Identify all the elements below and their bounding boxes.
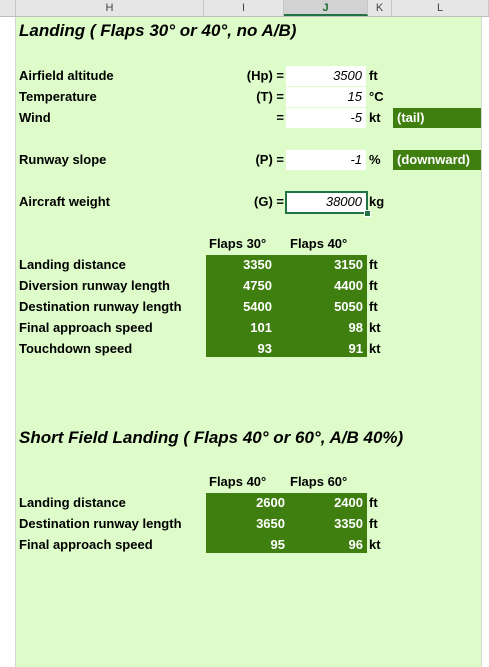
- result-value: 101: [250, 320, 272, 335]
- result-label: Final approach speed: [19, 537, 153, 552]
- input-value-weight[interactable]: 38000: [325, 194, 362, 209]
- result-value: 3350: [243, 257, 272, 272]
- wind-direction-badge: (tail): [393, 108, 481, 128]
- column-header-i[interactable]: I: [204, 0, 284, 16]
- input-param: (P) =: [255, 152, 284, 167]
- input-value-altitude[interactable]: 3500: [333, 68, 362, 83]
- slope-direction-badge: (downward): [393, 150, 481, 170]
- gridline: [15, 17, 16, 667]
- input-value-slope[interactable]: -1: [350, 152, 362, 167]
- input-unit: °C: [369, 89, 384, 104]
- result-unit: kt: [369, 341, 381, 356]
- result-value: 96: [348, 537, 363, 552]
- section-title-landing: Landing ( Flaps 30° or 40°, no A/B): [19, 21, 297, 40]
- result-unit: ft: [369, 278, 378, 293]
- result-value: 4750: [243, 278, 272, 293]
- result-label: Landing distance: [19, 495, 126, 510]
- column-header-h[interactable]: H: [16, 0, 204, 16]
- result-label: Diversion runway length: [19, 278, 170, 293]
- input-label: Aircraft weight: [19, 194, 111, 209]
- result-value: 95: [270, 537, 285, 552]
- result-value: 2600: [256, 495, 285, 510]
- result-value: 3650: [256, 516, 285, 531]
- input-param: =: [276, 110, 284, 125]
- result-unit: ft: [369, 516, 378, 531]
- column-header-bar: [0, 0, 489, 17]
- result-value: 5050: [334, 299, 363, 314]
- result-value: 3350: [334, 516, 363, 531]
- result-unit: ft: [369, 299, 378, 314]
- result-unit: kt: [369, 537, 381, 552]
- input-param: (Hp) =: [246, 68, 284, 83]
- input-unit: %: [369, 152, 381, 167]
- result-value: 5400: [243, 299, 272, 314]
- column-label-flaps40: Flaps 40°: [209, 474, 267, 489]
- result-value: 3150: [334, 257, 363, 272]
- input-value-temperature[interactable]: 15: [347, 89, 362, 104]
- result-value: 93: [257, 341, 272, 356]
- input-param: (G) =: [254, 194, 284, 209]
- select-all-corner[interactable]: [0, 0, 16, 16]
- input-param: (T) =: [256, 89, 284, 104]
- result-unit: ft: [369, 495, 378, 510]
- result-label: Touchdown speed: [19, 341, 133, 356]
- column-label-flaps30: Flaps 30°: [209, 236, 267, 251]
- result-label: Final approach speed: [19, 320, 153, 335]
- result-label: Landing distance: [19, 257, 126, 272]
- column-label-flaps60: Flaps 60°: [290, 474, 348, 489]
- column-label-flaps40: Flaps 40°: [290, 236, 348, 251]
- result-value: 98: [348, 320, 363, 335]
- input-unit: kg: [369, 194, 385, 209]
- gridline: [481, 17, 482, 667]
- result-unit: kt: [369, 320, 381, 335]
- input-label: Airfield altitude: [19, 68, 114, 83]
- input-label: Temperature: [19, 89, 97, 104]
- input-unit: kt: [369, 110, 381, 125]
- result-label: Destination runway length: [19, 516, 182, 531]
- column-header-j[interactable]: J: [284, 0, 368, 16]
- result-unit: ft: [369, 257, 378, 272]
- result-value: 2400: [334, 495, 363, 510]
- result-value: 4400: [334, 278, 363, 293]
- input-value-wind[interactable]: -5: [350, 110, 362, 125]
- result-label: Destination runway length: [19, 299, 182, 314]
- column-header-k[interactable]: K: [368, 0, 392, 16]
- section-title-short-field: Short Field Landing ( Flaps 40° or 60°, A/B 40%): [19, 428, 404, 447]
- input-unit: ft: [369, 68, 378, 83]
- result-value: 91: [348, 341, 363, 356]
- column-header-l[interactable]: L: [392, 0, 489, 16]
- input-label: Runway slope: [19, 152, 107, 167]
- input-label: Wind: [19, 110, 51, 125]
